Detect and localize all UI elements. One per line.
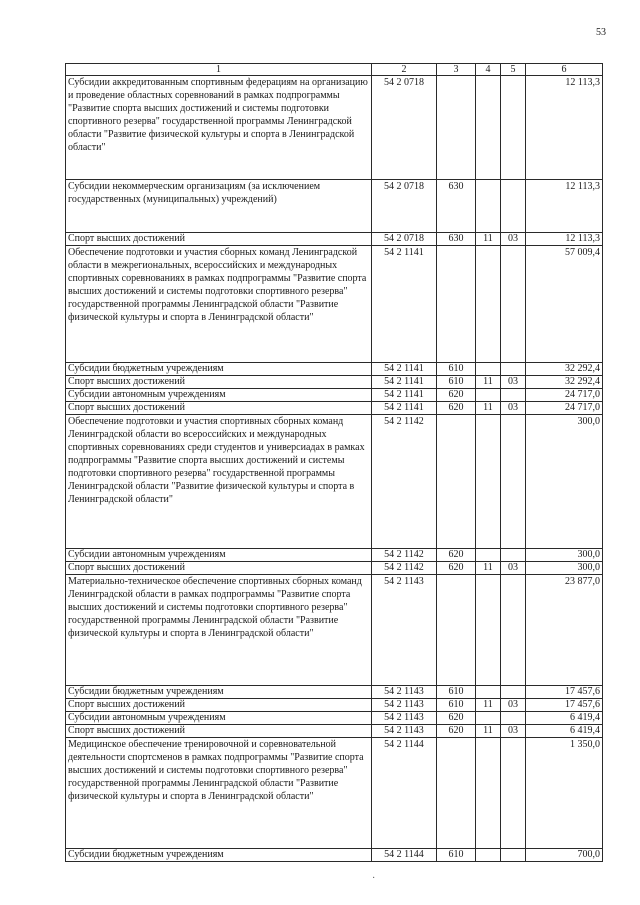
- row-expense-type: [437, 76, 476, 180]
- table-row: [66, 402, 603, 415]
- table-row: [66, 575, 603, 686]
- table-row: [66, 233, 603, 246]
- header-cell: 3: [437, 64, 476, 76]
- row-section: [476, 180, 501, 233]
- row-section: [476, 363, 501, 376]
- row-description: Субсидии автономным учреждениям: [66, 549, 372, 562]
- header-cell: 1: [66, 64, 372, 76]
- row-amount: 12 113,3: [526, 180, 603, 233]
- row-section: [476, 415, 501, 549]
- row-code: 54 2 1143: [372, 699, 437, 712]
- row-amount: 17 457,6: [526, 699, 603, 712]
- row-subsection: [501, 549, 526, 562]
- header-cell: 6: [526, 64, 603, 76]
- row-expense-type: 630: [437, 233, 476, 246]
- table-row: [66, 363, 603, 376]
- row-description: Обеспечение подготовки и участия спортивных сборных команд Ленинградской области во всероссийских и международных спортивных соревнованиях среди студентов и универсиадах в рамках подпрограммы "Развитие спорта высших достижений и системы подготовки спортивного резерва" государственной программы Ленинградской области "Развитие физической культуры и спорта в Ленинградской области": [66, 415, 372, 549]
- row-subsection: 03: [501, 699, 526, 712]
- row-subsection: [501, 686, 526, 699]
- table-row: [66, 712, 603, 725]
- row-expense-type: 620: [437, 725, 476, 738]
- row-description: Субсидии автономным учреждениям: [66, 389, 372, 402]
- row-section: 11: [476, 699, 501, 712]
- table-row: [66, 376, 603, 389]
- table-row: [66, 76, 603, 180]
- row-expense-type: 620: [437, 712, 476, 725]
- row-amount: 6 419,4: [526, 712, 603, 725]
- page-number: 53: [596, 27, 606, 38]
- row-description: Субсидии аккредитованным спортивным федерациям на организацию и проведение областных соревнований в рамках подпрограммы "Развитие спорта высших достижений и системы подготовки спортивного резерва" государственной программы Ленинградской области "Развитие физической культуры и спорта в Ленинградской области": [66, 76, 372, 180]
- row-section: [476, 549, 501, 562]
- row-code: 54 2 1141: [372, 363, 437, 376]
- row-subsection: [501, 389, 526, 402]
- row-expense-type: 610: [437, 376, 476, 389]
- row-subsection: 03: [501, 233, 526, 246]
- row-subsection: [501, 738, 526, 849]
- header-cell: 4: [476, 64, 501, 76]
- row-description: Субсидии некоммерческим организациям (за исключением государственных (муниципальных) учреждений): [66, 180, 372, 233]
- row-code: 54 2 1141: [372, 389, 437, 402]
- row-subsection: [501, 575, 526, 686]
- row-subsection: [501, 712, 526, 725]
- row-amount: 6 419,4: [526, 725, 603, 738]
- row-code: 54 2 1141: [372, 376, 437, 389]
- row-description: Спорт высших достижений: [66, 699, 372, 712]
- row-subsection: [501, 246, 526, 363]
- row-subsection: [501, 849, 526, 862]
- table-row: [66, 849, 603, 862]
- row-code: 54 2 1143: [372, 712, 437, 725]
- row-subsection: 03: [501, 402, 526, 415]
- row-expense-type: 610: [437, 363, 476, 376]
- row-section: [476, 712, 501, 725]
- table-row: [66, 738, 603, 849]
- row-description: Медицинское обеспечение тренировочной и соревновательной деятельности спортсменов в рамках подпрограммы "Развитие спорта высших достижений и системы подготовки спортивного резерва" государственной программы Ленинградской области "Развитие физической культуры и спорта в Ленинградской области": [66, 738, 372, 849]
- row-subsection: 03: [501, 725, 526, 738]
- row-code: 54 2 1144: [372, 849, 437, 862]
- row-amount: 57 009,4: [526, 246, 603, 363]
- row-expense-type: 610: [437, 849, 476, 862]
- row-code: 54 2 0718: [372, 180, 437, 233]
- row-expense-type: [437, 575, 476, 686]
- row-section: [476, 246, 501, 363]
- row-amount: 23 877,0: [526, 575, 603, 686]
- row-amount: 24 717,0: [526, 389, 603, 402]
- row-description: Субсидии бюджетным учреждениям: [66, 849, 372, 862]
- row-expense-type: [437, 246, 476, 363]
- scan-mark: ·: [372, 873, 376, 884]
- row-description: Спорт высших достижений: [66, 562, 372, 575]
- row-expense-type: 620: [437, 402, 476, 415]
- row-description: Спорт высших достижений: [66, 376, 372, 389]
- budget-table: [65, 63, 603, 862]
- table-row: [66, 415, 603, 549]
- row-section: 11: [476, 725, 501, 738]
- row-subsection: [501, 363, 526, 376]
- row-expense-type: 630: [437, 180, 476, 233]
- row-code: 54 2 1142: [372, 562, 437, 575]
- row-description: Спорт высших достижений: [66, 402, 372, 415]
- row-section: [476, 849, 501, 862]
- row-expense-type: 610: [437, 686, 476, 699]
- row-description: Материально-техническое обеспечение спортивных сборных команд Ленинградской области в рамках подпрограммы "Развитие спорта высших достижений и системы подготовки спортивного резерва" государственной программы Ленинградской области "Развитие физической культуры и спорта в Ленинградской области": [66, 575, 372, 686]
- row-amount: 300,0: [526, 415, 603, 549]
- table-header-row: [66, 64, 603, 76]
- row-section: 11: [476, 402, 501, 415]
- row-code: 54 2 1143: [372, 725, 437, 738]
- row-section: 11: [476, 376, 501, 389]
- table-row: [66, 725, 603, 738]
- row-section: 11: [476, 233, 501, 246]
- row-description: Спорт высших достижений: [66, 233, 372, 246]
- row-amount: 1 350,0: [526, 738, 603, 849]
- row-amount: 32 292,4: [526, 376, 603, 389]
- row-subsection: [501, 180, 526, 233]
- header-cell: 5: [501, 64, 526, 76]
- row-code: 54 2 1142: [372, 549, 437, 562]
- row-expense-type: 610: [437, 699, 476, 712]
- row-section: [476, 389, 501, 402]
- row-code: 54 2 0718: [372, 233, 437, 246]
- row-subsection: 03: [501, 562, 526, 575]
- row-description: Субсидии бюджетным учреждениям: [66, 363, 372, 376]
- table-row: [66, 180, 603, 233]
- row-expense-type: [437, 415, 476, 549]
- row-subsection: [501, 415, 526, 549]
- row-amount: 12 113,3: [526, 233, 603, 246]
- row-amount: 300,0: [526, 562, 603, 575]
- row-section: 11: [476, 562, 501, 575]
- row-amount: 24 717,0: [526, 402, 603, 415]
- table-row: [66, 246, 603, 363]
- row-amount: 17 457,6: [526, 686, 603, 699]
- row-subsection: 03: [501, 376, 526, 389]
- row-code: 54 2 1143: [372, 575, 437, 686]
- row-section: [476, 76, 501, 180]
- row-description: Обеспечение подготовки и участия сборных команд Ленинградской области в межрегиональных, всероссийских и международных спортивных соревнованиях в рамках подпрограммы "Развитие спорта высших достижений и системы подготовки спортивного резерва" государственной программы Ленинградской области "Развитие физической культуры и спорта в Ленинградской области": [66, 246, 372, 363]
- table-row: [66, 549, 603, 562]
- row-description: Субсидии бюджетным учреждениям: [66, 686, 372, 699]
- row-expense-type: 620: [437, 549, 476, 562]
- row-code: 54 2 1144: [372, 738, 437, 849]
- row-description: Субсидии автономным учреждениям: [66, 712, 372, 725]
- row-code: 54 2 1142: [372, 415, 437, 549]
- row-section: [476, 738, 501, 849]
- row-amount: 12 113,3: [526, 76, 603, 180]
- row-subsection: [501, 76, 526, 180]
- table-row: [66, 686, 603, 699]
- row-expense-type: [437, 738, 476, 849]
- row-amount: 300,0: [526, 549, 603, 562]
- table-row: [66, 562, 603, 575]
- row-expense-type: 620: [437, 562, 476, 575]
- table-row: [66, 389, 603, 402]
- row-section: [476, 686, 501, 699]
- row-code: 54 2 1141: [372, 246, 437, 363]
- row-amount: 700,0: [526, 849, 603, 862]
- table-row: [66, 699, 603, 712]
- row-description: Спорт высших достижений: [66, 725, 372, 738]
- row-expense-type: 620: [437, 389, 476, 402]
- row-section: [476, 575, 501, 686]
- row-code: 54 2 0718: [372, 76, 437, 180]
- header-cell: 2: [372, 64, 437, 76]
- row-amount: 32 292,4: [526, 363, 603, 376]
- row-code: 54 2 1143: [372, 686, 437, 699]
- row-code: 54 2 1141: [372, 402, 437, 415]
